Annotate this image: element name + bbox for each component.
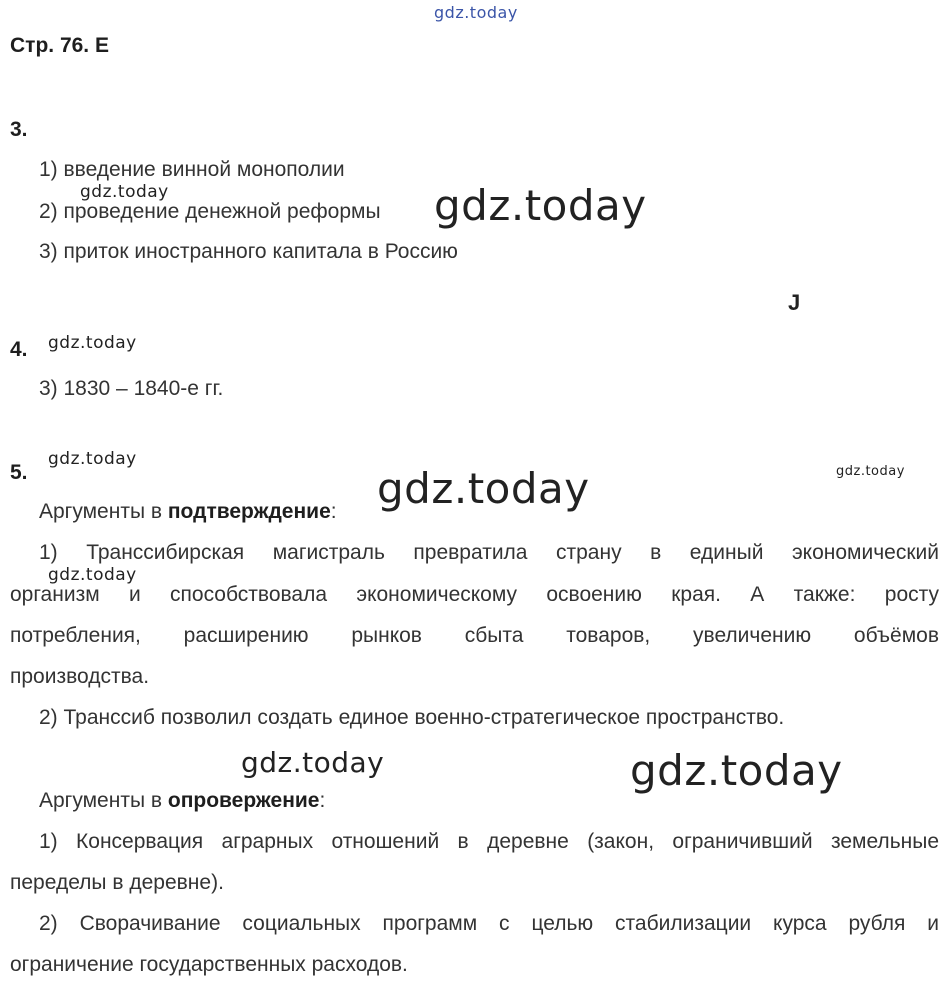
refute-keyword: опровержение bbox=[167, 789, 320, 812]
watermark: gdz.today bbox=[434, 181, 647, 230]
page-heading: Стр. 76. Е bbox=[10, 34, 109, 57]
support-p2: 2) Транссиб позволил создать единое военно-стратегическое пространство. bbox=[39, 706, 785, 729]
refute-colon: : bbox=[319, 789, 326, 812]
support-colon: : bbox=[330, 500, 337, 523]
support-p1-line-1: 1) Транссибирская магистраль превратила страну в единый экономический bbox=[39, 541, 939, 564]
stray-mark: J bbox=[788, 290, 801, 315]
support-p1-line-3: потребления, расширению рынков сбыта товаров, увеличению объёмов bbox=[10, 624, 939, 647]
watermark: gdz.today bbox=[48, 333, 137, 353]
q3-item-3: 3) приток иностранного капитала в Россию bbox=[39, 240, 458, 263]
refute-p2-line-2: ограничение государственных расходов. bbox=[10, 953, 408, 976]
question-4-number: 4. bbox=[10, 338, 28, 361]
watermark: gdz.today bbox=[630, 746, 843, 795]
watermark: gdz.today bbox=[241, 746, 385, 779]
watermark: gdz.today bbox=[836, 464, 905, 479]
support-lead: Аргументы в bbox=[39, 500, 168, 523]
refute-p2-line-1: 2) Сворачивание социальных программ с целью стабилизации курса рубля и bbox=[39, 912, 939, 935]
watermark: gdz.today bbox=[80, 182, 169, 202]
watermark-top: gdz.today bbox=[434, 3, 518, 22]
refute-lead: Аргументы в bbox=[39, 789, 168, 812]
support-heading bbox=[39, 500, 337, 524]
watermark: gdz.today bbox=[377, 464, 590, 513]
question-3-number: 3. bbox=[10, 118, 28, 141]
support-keyword: подтверждение bbox=[167, 500, 331, 523]
refute-p1-line-2: переделы в деревне). bbox=[10, 871, 224, 894]
watermark: gdz.today bbox=[48, 565, 137, 585]
refute-p1-line-1: 1) Консервация аграрных отношений в деревне (закон, ограничивший земельные bbox=[39, 830, 939, 853]
support-p1-line-2: организм и способствовала экономическому освоению края. А также: росту bbox=[10, 583, 939, 606]
q3-item-1: 1) введение винной монополии bbox=[39, 158, 345, 181]
q4-answer: 3) 1830 – 1840-е гг. bbox=[39, 377, 224, 400]
q3-item-2: 2) проведение денежной реформы bbox=[39, 200, 381, 223]
support-p1-line-4: производства. bbox=[10, 665, 150, 688]
refute-heading bbox=[39, 789, 325, 813]
watermark: gdz.today bbox=[48, 449, 137, 469]
question-5-number: 5. bbox=[10, 461, 28, 484]
